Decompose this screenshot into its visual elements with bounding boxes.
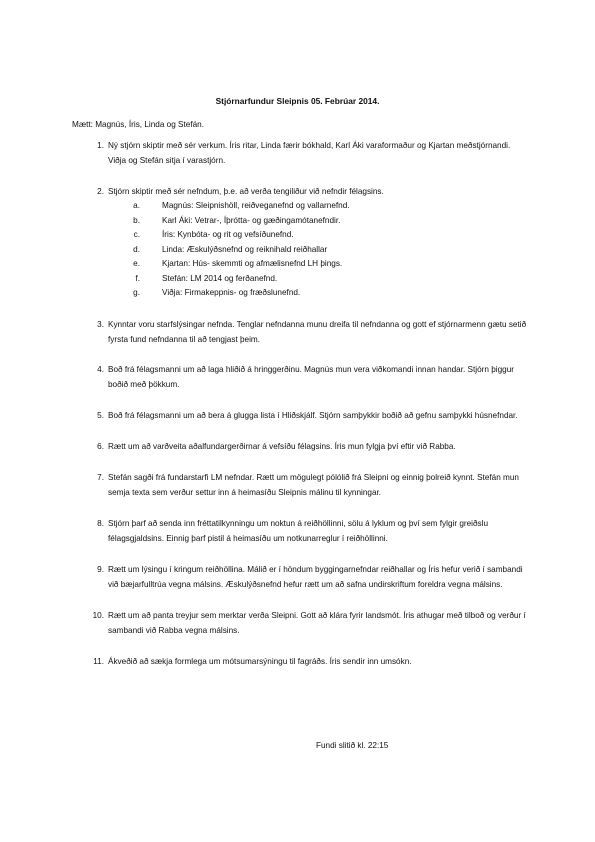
item-text: Boð frá félagsmanni um að bera á glugga lista í Hliðskjálf. Stjórn samþykkir boðið að gefnu samþykki húsnefndar. [108, 410, 518, 420]
subitem-letter: f. [135, 273, 140, 283]
agenda-item [72, 317, 527, 347]
item-number: 2. [97, 187, 104, 196]
subitem-text: Linda: Æskulýðsnefnd og reiknihald reiðhallar [162, 244, 328, 254]
attendees-line: Mætt: Magnús, Íris, Linda og Stefán. [72, 120, 204, 129]
item-number: 5. [97, 410, 104, 420]
item-text: Ákveðið að sækja formlega um mótsumarsýningu til fagráðs. Íris sendir inn umsókn. [108, 656, 412, 666]
subitem-text: Karl Áki: Vetrar-, Íþrótta- og gæðingamótanefndir. [162, 215, 341, 225]
subitem-text: Stefán: LM 2014 og ferðanefnd. [162, 273, 278, 283]
item-text: Stjórn skiptir með sér nefndum, þ.e. að verða tengiliður við nefndir félagsins. [108, 187, 384, 196]
committee-item [108, 214, 527, 229]
subitem-letter: a. [133, 201, 140, 210]
item-number: 7. [97, 472, 104, 482]
agenda-list [72, 138, 527, 669]
item-number: 11. [93, 656, 104, 666]
item-text: Stjórn þarf að senda inn fréttatilkynningu um noktun á reiðhöllinni, sölu á lyklum og því sem fylgir greiðslu félagsgjaldsins. Einnig þarf pistil á heimasíðu um notkunarreglur í reiðhöllinni. [108, 518, 489, 543]
agenda-item [72, 562, 527, 592]
closing-line: Fundi slitið kl. 22:15 [316, 741, 389, 750]
page-title: Stjórnarfundur Sleipnis 05. Febrúar 2014. [215, 96, 380, 106]
subitem-letter: c. [133, 230, 140, 239]
subitem-text: Íris: Kynbóta- og rit og vefsíðunefnd. [162, 230, 294, 239]
item-text: Boð frá félagsmanni um að laga hliðið á hringgerðinu. Magnús mun vera viðkomandi innan handar. Stjórn þiggur boðið með þökkum. [108, 364, 514, 389]
item-text: Rætt um að varðveita aðalfundargerðirnar á vefsíðu félagsins. Íris mun fylgja því eftir við Rabba. [108, 441, 456, 451]
item-number: 9. [97, 564, 104, 574]
agenda-item [72, 408, 527, 423]
agenda-item [72, 608, 527, 638]
agenda-item [72, 654, 527, 669]
agenda-item [72, 439, 527, 454]
subitem-letter: b. [133, 215, 140, 225]
item-text: Ný stjórn skiptir með sér verkum. Íris ritar, Linda færir bókhald, Karl Áki varaformaður og Kjartan meðstjórnandi. Viðja og Stefán sitja í varastjórn. [108, 141, 511, 165]
committee-item [108, 257, 527, 272]
agenda-item [72, 184, 527, 301]
agenda-item [72, 516, 527, 546]
item-text: Rætt um að panta treyjur sem merktar verða Sleipni. Gott að klára fyrir landsmót. Íris athugar með tilboð og verður í sambandi við Rabba vegna málsins. [108, 610, 526, 635]
subitem-letter: d. [133, 244, 140, 254]
subitem-letter: e. [133, 259, 140, 268]
subitem-text: Kjartan: Hús- skemmti og afmælisnefnd LH þings. [162, 259, 343, 268]
item-number: 4. [97, 364, 104, 374]
committee-item [108, 286, 527, 301]
subitem-text: Magnús: Sleipnishöll, reiðveganefnd og vallarnefnd. [162, 201, 350, 210]
item-text: Stefán sagði frá fundarstarfi LM nefndar. Rætt um mögulegt pólólið frá Sleipni og einnig þolreið kynnt. Stefán mun semja texta sem verður settur inn á heimasíðu Sleipnis málinu til kynningar. [108, 472, 519, 497]
item-number: 6. [97, 441, 104, 451]
agenda-item [72, 362, 527, 392]
subitem-text: Viðja: Firmakeppnis- og fræðslunefnd. [162, 288, 301, 297]
committee-item [108, 243, 527, 258]
item-text: Rætt um lýsingu í kringum reiðhöllina. Málið er í höndum byggingarnefndar reiðhallar og Íris hefur verið í sambandi við bæjarfulltrúa vegna málsins. Æskulýðsnefnd hefur rætt um að safna undirskriftum foreldra vegna málsins. [108, 564, 523, 589]
committee-item [108, 228, 527, 243]
item-number: 10. [92, 610, 104, 620]
committee-item [108, 272, 527, 287]
item-number: 1. [97, 141, 104, 150]
agenda-item [72, 470, 527, 500]
item-number: 8. [97, 518, 104, 528]
item-number: 3. [97, 319, 104, 329]
committee-list [108, 199, 527, 301]
subitem-letter: g. [133, 288, 140, 297]
committee-item [108, 199, 527, 214]
agenda-item [72, 138, 527, 168]
item-text: Kynntar voru starfslýsingar nefnda. Tenglar nefndanna munu dreifa til nefndanna og gott ef stjórnarmenn gætu setið fyrsta fund nefndanna til að tengjast þeim. [108, 319, 527, 344]
